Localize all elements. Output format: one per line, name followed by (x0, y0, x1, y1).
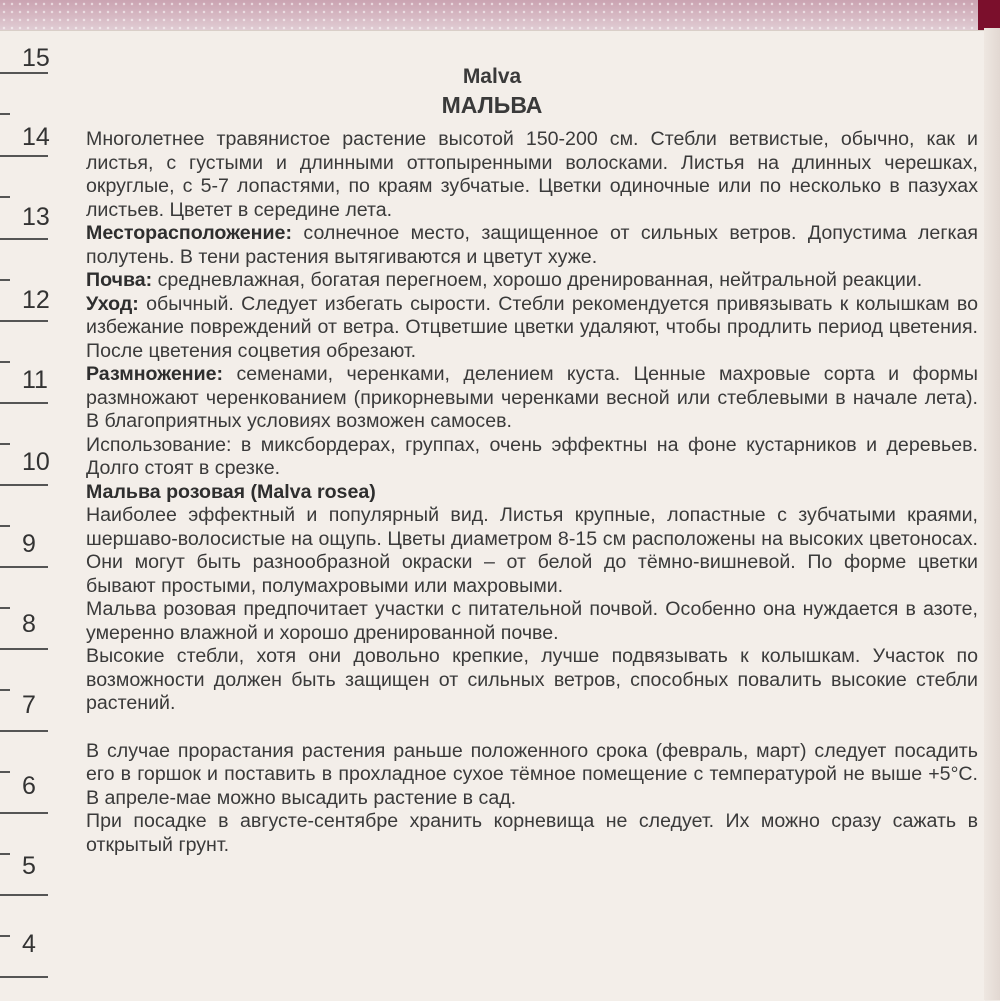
ruler-label: 12 (22, 286, 50, 314)
ruler-tick (0, 402, 48, 404)
ruler-label: 8 (22, 610, 36, 638)
ruler-tick (0, 730, 48, 732)
title-russian: МАЛЬВА (441, 92, 543, 118)
ruler-tick (0, 771, 10, 773)
ruler-tick (0, 361, 10, 363)
ruler-tick (0, 320, 48, 322)
location-text: солнечное место, защищенное от сильных ветров. Допустима легкая полутень. В тени растения вытягиваются и цветут хуже. (86, 222, 978, 268)
rosea-heading (86, 481, 978, 505)
ruler-label: 7 (22, 691, 36, 719)
rosea-paragraph-2: Мальва розовая предпочитает участки с питательной почвой. Особенно она нуждается в азоте, умеренно влажной и хорошо дренированной почве. (86, 598, 978, 644)
card-edge-shadow (984, 28, 1000, 1000)
soil-paragraph (86, 269, 978, 293)
ruler-tick (0, 976, 48, 978)
care-paragraph (86, 293, 978, 364)
title-latin: Malva (462, 65, 522, 88)
early-sprouting-paragraph: В случае прорастания растения раньше положенного срока (февраль, март) следует посадить его в горшок и поставить в прохладное сухое тёмное помещение с температурой не выше +5°С. В апреле-мае можно высадить растение в сад. (86, 739, 978, 809)
ruler-label: 10 (22, 448, 50, 476)
ruler-label: 6 (22, 772, 36, 800)
ruler-label: 5 (22, 852, 36, 880)
propagation-paragraph (86, 363, 978, 434)
ruler-label: 13 (22, 203, 50, 231)
packet-text (86, 64, 978, 857)
ruler-label: 11 (22, 366, 48, 394)
ruler-tick (0, 894, 48, 896)
soil-label: Почва: (86, 269, 153, 291)
ruler-tick (0, 689, 10, 691)
ruler-tick (0, 853, 10, 855)
ruler-tick (0, 607, 10, 609)
ruler-tick (0, 648, 48, 650)
ruler-tick (0, 525, 10, 527)
ruler-label: 15 (22, 44, 50, 72)
ruler-tick (0, 279, 10, 281)
rosea-paragraph-1: Наиболее эффектный и популярный вид. Листья крупные, лопастные с зубчатыми краями, шершаво-волосистые на ощупь. Цветы диаметром 8-15 см расположены на высоких цветоносах. Они могут быть разнообразной окраски – от белой до тёмно-вишневой. По форме цветки бывают простыми, полумахровыми или махровыми. (86, 504, 978, 597)
paragraph-gap (86, 716, 978, 740)
ruler-label: 4 (22, 930, 36, 958)
ruler-tick (0, 484, 48, 486)
ruler-tick (0, 196, 10, 198)
ruler-tick (0, 443, 10, 445)
ruler-tick (0, 238, 48, 240)
care-text: обычный. Следует избегать сырости. Стебли рекомендуется привязывать к колышкам во избежание повреждений от ветра. Отцветшие цветки удаляют, чтобы продлить период цветения. После цветения соцветия обрезают. (86, 292, 978, 362)
location-paragraph (86, 222, 978, 269)
location-label: Месторасположение: (86, 222, 292, 244)
soil-text: средневлажная, богатая перегноем, хорошо дренированная, нейтральной реакции. (152, 269, 923, 291)
ruler-tick (0, 155, 48, 157)
intro-paragraph: Многолетнее травянистое растение высотой 150-200 см. Стебли ветвистые, обычно, как и листья, с густыми и длинными оттопыренными волосками. Листья на длинных черешках, округлые, с 5-7 лопастями, по краям зубчатые. Цветки одиночные или по несколько в пазухах листьев. Цветет в середине лета. (86, 128, 978, 221)
ruler-tick (0, 935, 10, 937)
ruler-label: 14 (22, 123, 50, 151)
ruler-tick (0, 812, 48, 814)
usage-paragraph: Использование: в миксбордерах, группах, очень эффектны на фоне кустарников и деревьев. Долго стоят в срезке. (86, 433, 978, 479)
autumn-planting-paragraph: При посадке в августе-сентябре хранить корневища не следует. Их можно сразу сажать в открытый грунт. (86, 810, 978, 856)
ruler-scale (0, 0, 70, 1000)
care-label: Уход: (86, 292, 139, 315)
ruler-tick (0, 566, 48, 568)
propagation-label: Размножение: (86, 363, 224, 385)
propagation-text: семенами, черенками, делением куста. Ценные махровые сорта и формы размножают черенкованием (прикорневыми черенками весной или стеблевыми в начале лета). В благоприятных условиях возможен самосев. (86, 363, 978, 432)
rosea-paragraph-3: Высокие стебли, хотя они довольно крепкие, лучше подвязывать к колышкам. Участок по возможности должен быть защищен от сильных ветров, способных повалить высокие стебли растений. (86, 645, 978, 714)
ruler-label: 9 (22, 530, 36, 558)
rosea-heading-text: Мальва розовая (Malva rosea) (86, 480, 376, 503)
